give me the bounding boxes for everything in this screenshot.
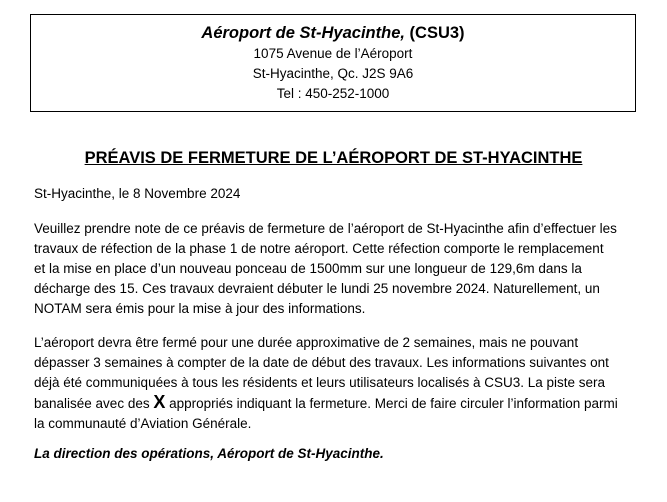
paragraph-line: décharge des 15. Ces travaux devraient débuter le lundi 25 novembre 2024. Naturellement, un bbox=[34, 281, 600, 296]
paragraph-1 bbox=[34, 219, 634, 319]
paragraph-line: L’aéroport devra être fermé pour une durée approximative de 2 semaines, mais ne pouvant bbox=[34, 335, 579, 350]
paragraph-2 bbox=[34, 333, 634, 434]
paragraph-line: travaux de réfection de la phase 1 de notre aéroport. Cette réfection comporte le remplacement bbox=[34, 241, 604, 256]
notice-date: St-Hyacinthe, le 8 Novembre 2024 bbox=[34, 186, 241, 201]
line-text-before-x: banalisée avec des bbox=[34, 396, 154, 411]
paragraph-line: déjà été communiquées à tous les résidents et leurs utilisateurs localisés à CSU3. La piste sera bbox=[34, 375, 606, 390]
airport-code: (CSU3) bbox=[409, 24, 465, 42]
notice-title: PRÉAVIS DE FERMETURE DE L’AÉROPORT DE ST-HYACINTHE bbox=[84, 149, 583, 167]
paragraph-line: et la mise en place d’un nouveau ponceau de 1500mm sur une longueur de 129,6m dans la bbox=[34, 261, 582, 276]
line-text-after-x: appropriés indiquant la fermeture. Merci de faire circuler l’information parmi bbox=[165, 396, 618, 411]
paragraph-line: NOTAM sera émis pour la mise à jour des informations. bbox=[34, 301, 366, 316]
airport-name: Aéroport de St-Hyacinthe, bbox=[201, 24, 405, 42]
signature: La direction des opérations, Aéroport de St-Hyacinthe. bbox=[34, 446, 384, 461]
paragraph-line: dépasser 3 semaines à compter de la date de début des travaux. Les informations suivantes ont bbox=[34, 355, 609, 370]
address-line-1: 1075 Avenue de l’Aéroport bbox=[253, 46, 413, 61]
address-line-2: St-Hyacinthe, Qc. J2S 9A6 bbox=[252, 66, 414, 81]
phone-number: Tel : 450-252-1000 bbox=[276, 86, 390, 101]
paragraph-line: Veuillez prendre note de ce préavis de fermeture de l’aéroport de St-Hyacinthe afin d’effectuer les bbox=[34, 221, 617, 236]
paragraph-line bbox=[34, 393, 634, 414]
letterhead-title bbox=[31, 22, 635, 44]
closure-x-mark: X bbox=[153, 392, 166, 412]
letterhead-box bbox=[30, 14, 636, 112]
paragraph-line: la communauté d’Aviation Générale. bbox=[34, 416, 252, 431]
